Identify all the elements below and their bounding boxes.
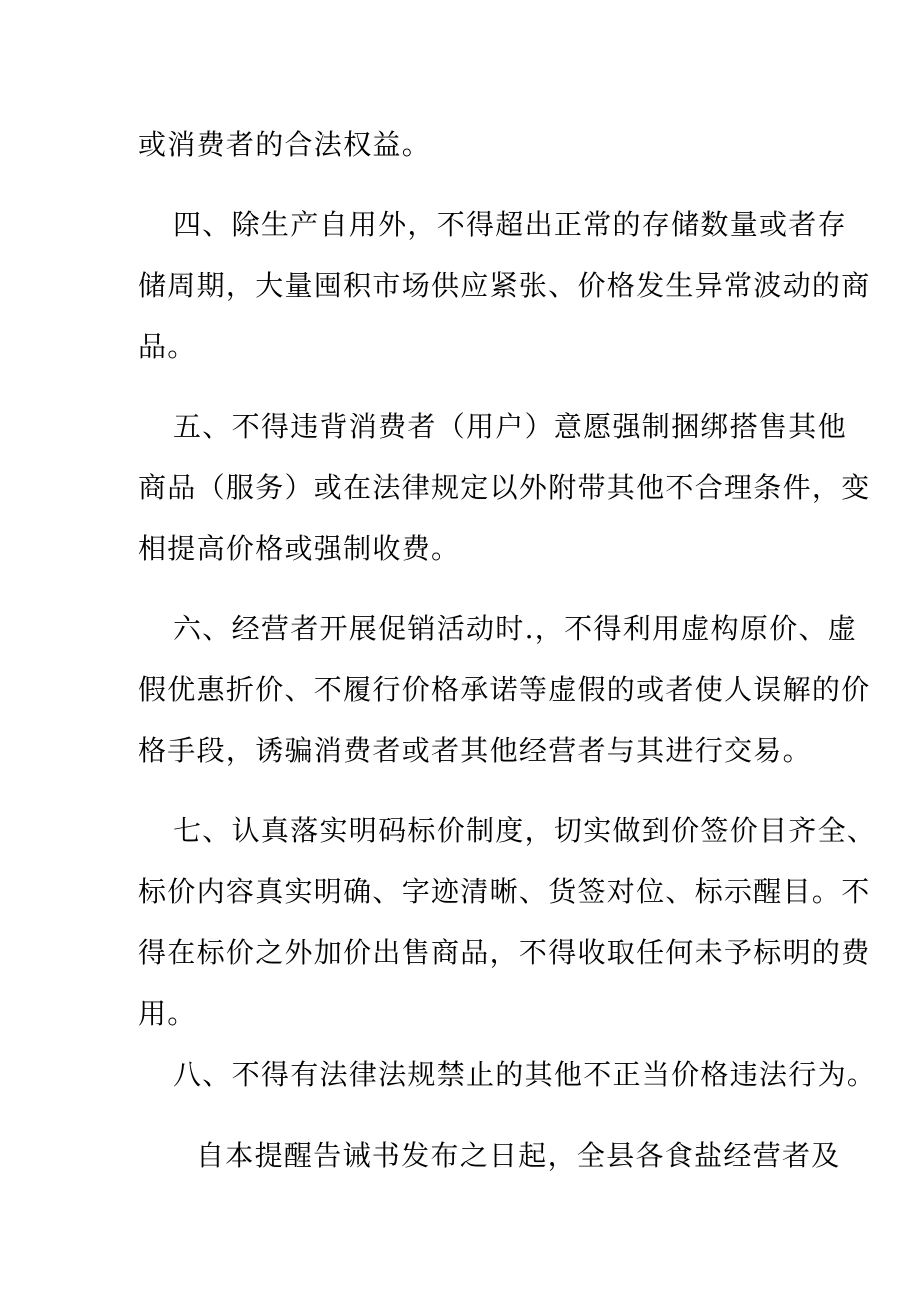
- paragraph-7-line: 七、认真落实明码标价制度，切实做到价签价目齐全、: [173, 814, 877, 847]
- paragraph-6-line: 六、经营者开展促销活动时.，不得利用虚构原价、虚: [173, 612, 858, 645]
- paragraph-4-line: 四、除生产自用外，不得超出正常的存储数量或者存: [173, 208, 847, 241]
- text-line: 用。: [138, 997, 197, 1030]
- text-line: 商品（服务）或在法律规定以外附带其他不合理条件，变: [138, 471, 871, 504]
- closing-paragraph-line: 自本提醒告诫书发布之日起，全县各食盐经营者及: [196, 1139, 841, 1172]
- text-line: 得在标价之外加价出售商品，不得收取任何未予标明的费: [138, 936, 871, 969]
- text-line: 格手段，诱骗消费者或者其他经营者与其进行交易。: [138, 734, 812, 767]
- paragraph-5-line: 五、不得违背消费者（用户）意愿强制捆绑搭售其他: [173, 410, 847, 443]
- text-line: 相提高价格或强制收费。: [138, 532, 461, 565]
- text-line: 假优惠折价、不履行价格承诺等虚假的或者使人误解的价: [138, 673, 871, 706]
- paragraph-8-line: 八、不得有法律法规禁止的其他不正当价格违法行为。: [173, 1058, 877, 1091]
- text-line: 品。: [138, 330, 197, 363]
- text-line: 标价内容真实明确、字迹清晰、货签对位、标示醒目。不: [138, 875, 871, 908]
- text-line: 或消费者的合法权益。: [138, 128, 432, 161]
- text-line: 储周期，大量囤积市场供应紧张、价格发生异常波动的商: [138, 269, 871, 302]
